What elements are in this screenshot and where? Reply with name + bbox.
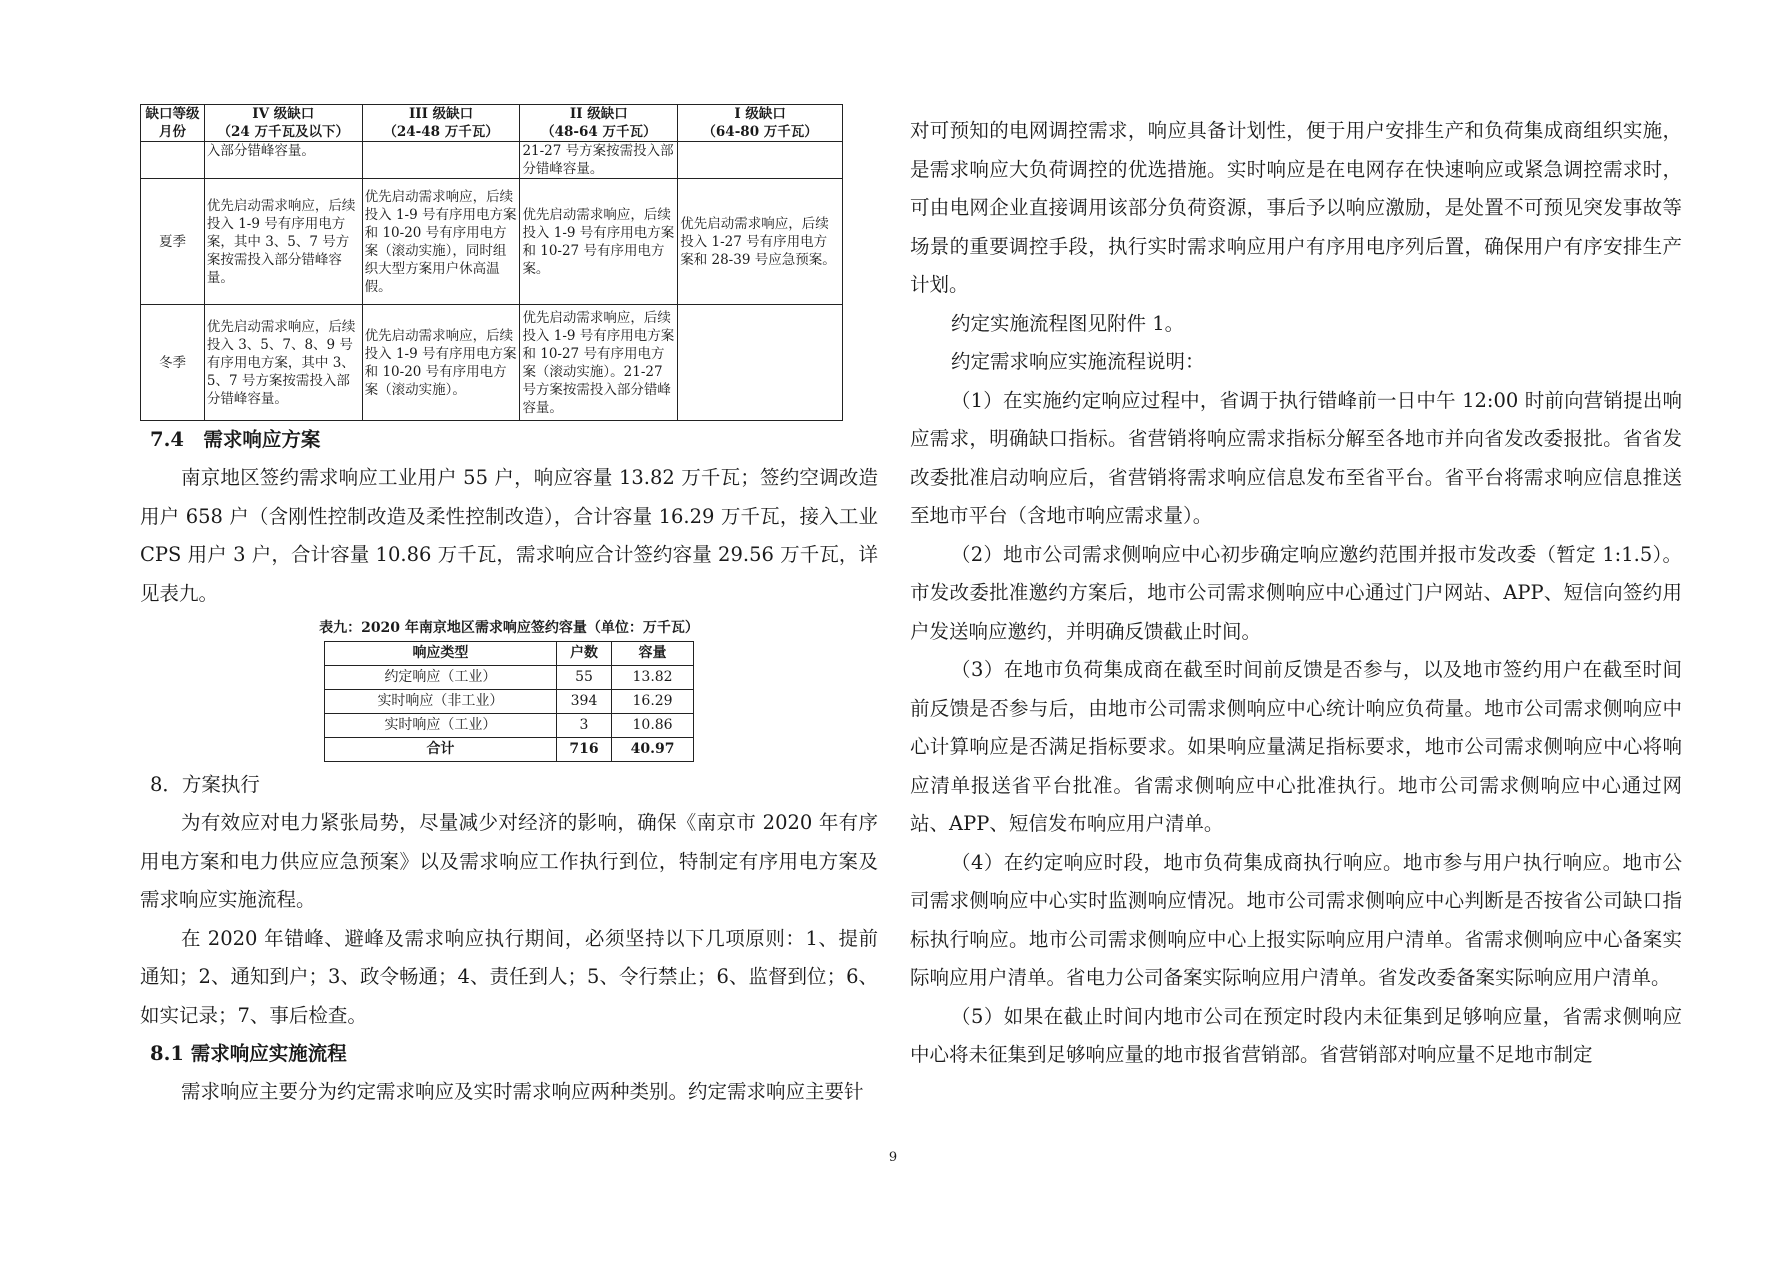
table-header-cell: 容量 xyxy=(612,642,694,666)
right-column xyxy=(910,112,1682,1075)
table-cell: 40.97 xyxy=(612,738,694,762)
table-cell: 16.29 xyxy=(612,690,694,714)
paragraph: （4）在约定响应时段，地市负荷集成商执行响应。地市参与用户执行响应。地市公司需求侧响应中心实时监测响应情况。地市公司需求侧响应中心判断是否按省公司缺口指标执行响应。地市公司需求侧响应中心上报实际响应用户清单。省需求侧响应中心备案实际响应用户清单。省电力公司备案实际响应用户清单。省发改委备案实际响应用户清单。 xyxy=(910,850,1682,989)
table-row xyxy=(141,179,843,305)
page-number: 9 xyxy=(888,1150,898,1165)
paragraph: （2）地市公司需求侧响应中心初步确定响应邀约范围并报市发改委（暂定 1:1.5）。市发改委批准邀约方案后，地市公司需求侧响应中心通过门户网站、APP、短信向签约用户发送响应邀约，并明确反馈截止时间。 xyxy=(910,542,1682,643)
gap-level-table xyxy=(140,104,843,421)
table-cell xyxy=(678,305,843,421)
table-cell xyxy=(141,142,205,179)
gap-table-header-cell: IV 级缺口 （24 万千瓦及以下） xyxy=(204,105,362,142)
table-cell: 55 xyxy=(556,666,611,690)
paragraph: （3）在地市负荷集成商在截至时间前反馈是否参与，以及地市签约用户在截至时间前反馈是否参与后，由地市公司需求侧响应中心统计响应负荷量。地市公司需求侧响应中心计算响应是否满足指标要求。如果响应量满足指标要求，地市公司需求侧响应中心将响应清单报送省平台批准。省需求侧响应中心批准执行。地市公司需求侧响应中心通过网站、APP、短信发布响应用户清单。 xyxy=(910,658,1682,835)
table-cell: 21-27 号方案按需投入部分错峰容量。 xyxy=(520,142,678,179)
paragraph: 对可预知的电网调控需求，响应具备计划性，便于用户安排生产和负荷集成商组织实施，是需求响应大负荷调控的优选措施。实时响应是在电网存在快速响应或紧急调控需求时，可由电网企业直接调用该部分负荷资源，事后予以响应激励，是处置不可预见突发事故等场景的重要调控手段，执行实时需求响应用户有序用电序列后置，确保用户有序安排生产计划。 xyxy=(910,119,1682,296)
paragraph: （1）在实施约定响应过程中，省调于执行错峰前一日中午 12:00 时前向营销提出响应需求，明确缺口指标。省营销将响应需求指标分解至各地市并向省发改委报批。省省发改委批准启动响应后，省营销将需求响应信息发布至省平台。省平台将需求响应信息推送至地市平台（含地市响应需求量）。 xyxy=(910,388,1682,527)
gap-table-header-cell: 缺口等级 月份 xyxy=(141,105,205,142)
table-cell: 冬季 xyxy=(141,305,205,421)
table-cell: 3 xyxy=(556,714,611,738)
gap-table-header-cell: II 级缺口 （48-64 万千瓦） xyxy=(520,105,678,142)
table-cell: 优先启动需求响应，后续投入 1-27 号有序用电方案和 28-39 号应急预案。 xyxy=(678,179,843,305)
gap-table-header-cell: I 级缺口 （64-80 万千瓦） xyxy=(678,105,843,142)
section-heading-7-4: 7.4 需求响应方案 xyxy=(150,428,321,451)
gap-table-header-cell: III 级缺口 （24-48 万千瓦） xyxy=(362,105,520,142)
table-cell: 716 xyxy=(556,738,611,762)
paragraph: 为有效应对电力紧张局势，尽量减少对经济的影响，确保《南京市 2020 年有序用电方案和电力供应应急预案》以及需求响应工作执行到位，特制定有序用电方案及需求响应实施流程。 xyxy=(140,811,878,911)
table-cell: 10.86 xyxy=(612,714,694,738)
table-cell xyxy=(362,142,520,179)
table-cell: 优先启动需求响应，后续投入 1-9 号有序用电方案和 10-27 号有序用电方案。 xyxy=(520,179,678,305)
table-cell: 夏季 xyxy=(141,179,205,305)
table-header-row xyxy=(325,642,694,666)
table-header-cell: 户数 xyxy=(556,642,611,666)
table-cell: 优先启动需求响应，后续投入 1-9 号有序用电方案，其中 3、5、7 号方案按需投入部分错峰容量。 xyxy=(204,179,362,305)
table-caption: 表九：2020 年南京地区需求响应签约容量（单位：万千瓦） xyxy=(319,620,699,636)
table-cell: 优先启动需求响应，后续投入 1-9 号有序用电方案和 10-27 号有序用电方案（滚动实施）。21-27 号方案按需投入部分错峰容量。 xyxy=(520,305,678,421)
table-header-cell: 响应类型 xyxy=(325,642,557,666)
table-cell: 优先启动需求响应，后续投入 1-9 号有序用电方案和 10-20 号有序用电方案（滚动实施）。 xyxy=(362,305,520,421)
table-cell: 实时响应（非工业） xyxy=(325,690,557,714)
table-cell: 394 xyxy=(556,690,611,714)
table-cell xyxy=(678,142,843,179)
signed-capacity-table xyxy=(324,641,694,762)
paragraph: 南京地区签约需求响应工业用户 55 户，响应容量 13.82 万千瓦；签约空调改造用户 658 户（含刚性控制改造及柔性控制改造），合计容量 16.29 万千瓦，接入工业 CPS 用户 3 户，合计容量 10.86 万千瓦，需求响应合计签约容量 29.56 万千瓦，详见表九。 xyxy=(140,466,878,605)
paragraph: 需求响应主要分为约定需求响应及实时需求响应两种类别。约定需求响应主要针 xyxy=(181,1080,864,1103)
table-row xyxy=(325,666,694,690)
table-cell: 13.82 xyxy=(612,666,694,690)
left-column xyxy=(140,104,878,1112)
table-row xyxy=(325,690,694,714)
table-cell: 约定响应（工业） xyxy=(325,666,557,690)
paragraph: 约定需求响应实施流程说明： xyxy=(951,350,1205,373)
table-cell: 优先启动需求响应，后续投入 1-9 号有序用电方案和 10-20 号有序用电方案（滚动实施），同时组织大型方案用户休高温假。 xyxy=(362,179,520,305)
paragraph: 约定实施流程图见附件 1。 xyxy=(951,311,1185,335)
table-cell: 优先启动需求响应，后续投入 3、5、7、8、9 号有序用电方案，其中 3、5、7 号方案按需投入部分错峰容量。 xyxy=(204,305,362,421)
table-row xyxy=(141,305,843,421)
table-row xyxy=(325,714,694,738)
table-row xyxy=(141,142,843,179)
section-heading-8: 8．方案执行 xyxy=(150,773,260,796)
table-cell: 实时响应（工业） xyxy=(325,714,557,738)
gap-table-header-row xyxy=(141,105,843,142)
table-cell: 入部分错峰容量。 xyxy=(204,142,362,179)
section-heading-8-1: 8.1 需求响应实施流程 xyxy=(150,1042,347,1065)
table-cell: 合计 xyxy=(325,738,557,762)
table-total-row xyxy=(325,738,694,762)
paragraph: （5）如果在截止时间内地市公司在预定时段内未征集到足够响应量，省需求侧响应中心将未征集到足够响应量的地市报省营销部。省营销部对响应量不足地市制定 xyxy=(910,1004,1682,1066)
paragraph: 在 2020 年错峰、避峰及需求响应执行期间，必须坚持以下几项原则：1、提前通知；2、通知到户；3、政令畅通；4、责任到人；5、令行禁止；6、监督到位；6、如实记录；7、事后检查。 xyxy=(140,926,878,1027)
